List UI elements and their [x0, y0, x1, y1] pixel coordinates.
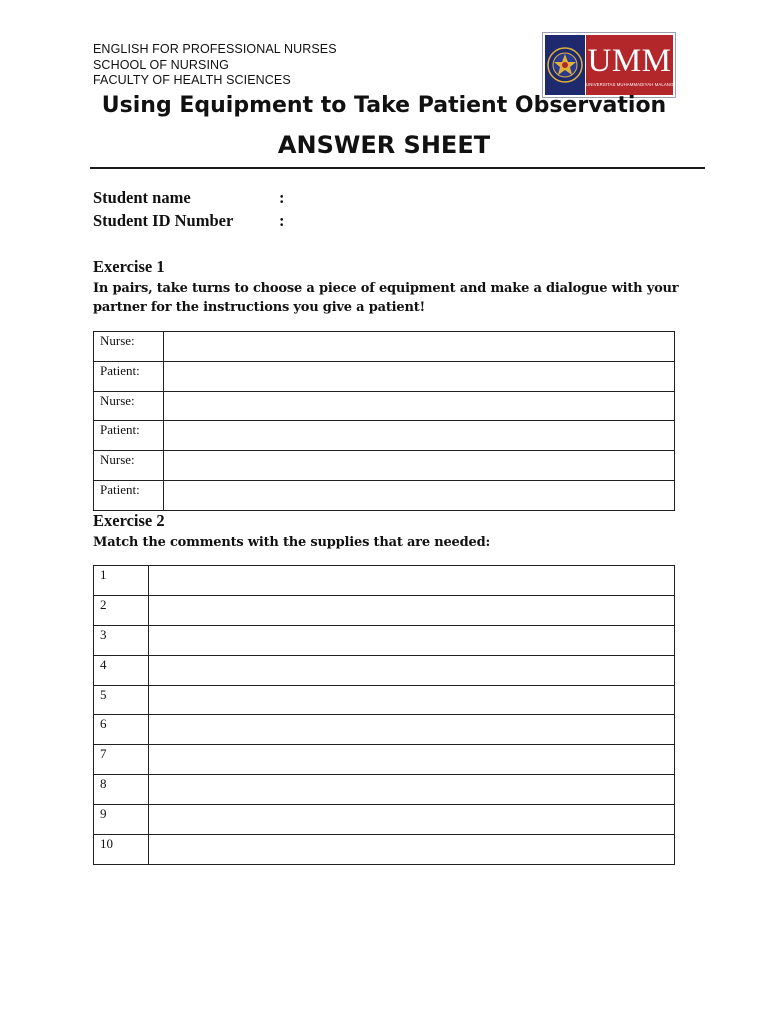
table-row: [94, 361, 675, 391]
exercise-1-instruction-line: partner for the instructions you give a patient!: [93, 300, 426, 315]
item-number: 2: [94, 595, 149, 625]
supplies-table: [93, 565, 675, 865]
student-name-label: Student name: [93, 188, 191, 207]
document-subtitle: ANSWER SHEET: [277, 131, 491, 159]
student-id-field: [93, 210, 285, 232]
supply-answer-cell[interactable]: [149, 625, 675, 655]
table-row: [94, 715, 675, 745]
table-row: [94, 451, 675, 481]
exercise-1-heading: Exercise 1: [93, 257, 165, 276]
school-line: SCHOOL OF NURSING: [93, 57, 229, 72]
student-id-colon: :: [279, 211, 285, 230]
logo-panel: [586, 35, 673, 95]
table-row: [94, 775, 675, 805]
supply-answer-cell[interactable]: [149, 775, 675, 805]
table-row: [94, 480, 675, 510]
table-row: [94, 835, 675, 865]
course-header: [93, 42, 337, 89]
dialogue-answer-cell[interactable]: [164, 421, 675, 451]
faculty-line: FACULTY OF HEALTH SCIENCES: [93, 73, 291, 87]
speaker-label: Patient:: [94, 421, 164, 451]
item-number: 7: [94, 745, 149, 775]
exercise-1-instruction-line: In pairs, take turns to choose a piece of equipment and make a dialogue with your: [93, 281, 679, 296]
supply-answer-cell[interactable]: [149, 745, 675, 775]
dialogue-answer-cell[interactable]: [164, 332, 675, 362]
supply-answer-cell[interactable]: [149, 595, 675, 625]
speaker-label: Patient:: [94, 361, 164, 391]
supply-answer-cell[interactable]: [149, 655, 675, 685]
speaker-label: Patient:: [94, 480, 164, 510]
item-number: 4: [94, 655, 149, 685]
university-crest-icon: [545, 35, 585, 95]
item-number: 10: [94, 835, 149, 865]
table-row: [94, 625, 675, 655]
speaker-label: Nurse:: [94, 451, 164, 481]
student-name-field: [93, 187, 285, 209]
exercise-1-instruction: [93, 279, 683, 317]
table-row: [94, 421, 675, 451]
supply-answer-cell[interactable]: [149, 805, 675, 835]
dialogue-table: [93, 331, 675, 511]
course-line: ENGLISH FOR PROFESSIONAL NURSES: [93, 42, 337, 56]
item-number: 5: [94, 685, 149, 715]
document-title: Using Equipment to Take Patient Observation: [101, 93, 667, 118]
table-row: [94, 391, 675, 421]
logo-wordmark: UMM: [587, 43, 672, 79]
item-number: 1: [94, 566, 149, 596]
supply-answer-cell[interactable]: [149, 715, 675, 745]
item-number: 6: [94, 715, 149, 745]
student-name-colon: :: [279, 188, 285, 207]
table-row: [94, 595, 675, 625]
dialogue-answer-cell[interactable]: [164, 361, 675, 391]
exercise-2-instruction: Match the comments with the supplies that are needed:: [93, 535, 491, 550]
dialogue-answer-cell[interactable]: [164, 391, 675, 421]
student-id-label: Student ID Number: [93, 211, 234, 230]
supply-answer-cell[interactable]: [149, 685, 675, 715]
dialogue-answer-cell[interactable]: [164, 451, 675, 481]
header-divider: [90, 167, 705, 169]
table-row: [94, 745, 675, 775]
table-row: [94, 655, 675, 685]
item-number: 3: [94, 625, 149, 655]
item-number: 8: [94, 775, 149, 805]
supply-answer-cell[interactable]: [149, 566, 675, 596]
speaker-label: Nurse:: [94, 391, 164, 421]
exercise-2-heading: Exercise 2: [93, 511, 165, 530]
speaker-label: Nurse:: [94, 332, 164, 362]
dialogue-answer-cell[interactable]: [164, 480, 675, 510]
umm-logo: [542, 32, 676, 98]
table-row: [94, 685, 675, 715]
table-row: [94, 566, 675, 596]
table-row: [94, 805, 675, 835]
item-number: 9: [94, 805, 149, 835]
supply-answer-cell[interactable]: [149, 835, 675, 865]
table-row: [94, 332, 675, 362]
logo-subtext: UNIVERSITAS MUHAMMADIYAH MALANG: [586, 82, 674, 87]
